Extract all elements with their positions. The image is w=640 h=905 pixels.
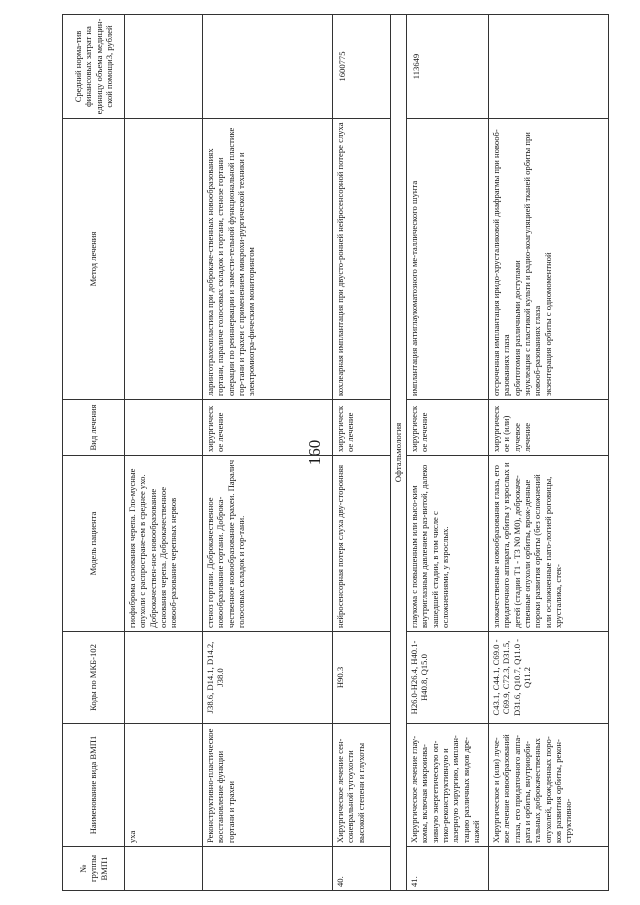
row-name: Хирургическое и (или) луче-вое лечение новообразований глаза, его придаточного аппа-рата и орбиты, внутриорби-тальных доброкачественных опухолей, врожденных поро-ков развития орбиты, рекон-структивно-	[489, 724, 609, 847]
section-row	[391, 15, 407, 891]
row-cost	[125, 15, 203, 119]
row-method	[203, 119, 333, 400]
row-name: Реконструктивно-пластическое восстановление функции гортани и трахеи	[203, 724, 333, 847]
row-model: стеноз гортани. Доброкачественное новообразование гортани. Доброка-чественное новообразование трахеи. Паралич голосовых складок и гор-тани.	[203, 456, 333, 632]
row-method	[407, 119, 489, 400]
row-type	[125, 400, 203, 456]
header-type: Вид лечения	[63, 400, 125, 456]
row-group	[125, 847, 203, 891]
table-row	[333, 15, 391, 891]
header-name: Наименование вида ВМП1	[63, 724, 125, 847]
row-cost: 1600775	[333, 15, 391, 119]
table-row	[489, 15, 609, 891]
row-method	[333, 119, 391, 400]
row-model: нейросенсорная потеря слуха дву-сторонняя	[333, 456, 391, 632]
row-cost	[203, 15, 333, 119]
row-method	[489, 119, 609, 400]
table-header-row	[63, 15, 125, 891]
row-type: хирургическое лечение	[407, 400, 489, 456]
method-line: кохлеарная имплантация при двусто-ронней нейросенсорной потере слуха	[335, 122, 345, 396]
header-cost: Средний норма-тив финансовых затрат на единицу объема медицин-ской помощи3, рублей	[63, 15, 125, 119]
table-row	[125, 15, 203, 891]
row-type: хирургическое лечение	[333, 400, 391, 456]
row-name: уха	[125, 724, 203, 847]
row-name: Хирургическое лечение сен-соневральной тугоухости высокой степени и глухоты	[333, 724, 391, 847]
row-codes: H90.3	[333, 632, 391, 724]
method-line: имплантация антиглаукоматозного ме-таллического шунта	[409, 180, 419, 396]
table-row	[203, 15, 333, 891]
header-group: № группы ВМП1	[63, 847, 125, 891]
row-type: хирургическое лечение	[203, 400, 333, 456]
row-group: 41.	[407, 847, 489, 891]
header-model: Модель пациента	[63, 456, 125, 632]
method-line: операции по реиннервации и замести-тельной функциональной пластике гор-тани и трахеи с применением микрохи-рургической техники и электромиогра-фическим мониторингом	[225, 127, 257, 396]
method-line: энуклеация с пластикой культи и радио-коагуляцией тканей орбиты при новооб-разованиях глаза	[521, 132, 543, 396]
header-codes: Коды по МКБ-102	[63, 632, 125, 724]
row-type: хирургическое и (или) лучевое лечение	[489, 400, 609, 456]
section-title: Офтальмология	[391, 15, 407, 891]
row-model: злокачественные новообразования глаза, его придаточного аппарата, орбиты у взрослых и детей (стадии T1 - T3 N0 M0), доброкаче-ственные опухоли орбиты, врож-денные пороки развития орбиты (без осложнений или осложненные пато-логией роговицы, хрусталика, стек-	[489, 456, 609, 632]
vmp-table	[62, 14, 609, 891]
method-line: экзентерация орбиты с одномоментной	[542, 252, 553, 396]
table-row	[407, 15, 489, 891]
row-method	[125, 119, 203, 400]
row-codes: C43.1, C44.1, C69.0 - C69.9, C72.3, D31.5, D31.6, Q10.7, Q11.0 - Q11.2	[489, 632, 609, 724]
row-model: гиофиброма основания черепа. Гло-мусные опухоли с распростране-ем в среднее ухо. Доброкачествен-ное новообразование основания черепа. Доброкачественное новооб-разование черепных нервов	[125, 456, 203, 632]
row-codes: H26.0-H26.4, H40.1- H40.8, Q15.0	[407, 632, 489, 724]
row-name: Хирургическое лечение глау-комы, включая микроинва-зивную энергетическую оп-тико-реконструктивную и лазерную хирургию, имплан-тацию различных видов дре-нажей	[407, 724, 489, 847]
method-line: ларинготрахеопластика при доброкаче-ственных новообразованиях гортани, параличе голосовых складок и гортани, стенозе гортани	[205, 148, 226, 396]
page-number: 160	[305, 439, 324, 466]
row-codes: J38.6, D14.1, D14.2, J38.0	[203, 632, 333, 724]
row-group: 40.	[333, 847, 391, 891]
method-line: отсроченная имплантация иридо-хрусталиковой диафрагмы при новооб-разованиях глаза	[491, 129, 512, 396]
method-line: орбитотомия различными доступами	[511, 260, 522, 396]
row-codes	[125, 632, 203, 724]
row-cost: 113649	[407, 15, 489, 119]
row-group	[203, 847, 333, 891]
row-model: глаукома с повышенным или высо-ким внутриглазным давлением раз-витой, далеко зашедшей стадии, в том числе с осложнениями, у взрослых.	[407, 456, 489, 632]
header-method: Метод лечения	[63, 119, 125, 400]
row-cost	[489, 15, 609, 119]
row-group	[489, 847, 609, 891]
